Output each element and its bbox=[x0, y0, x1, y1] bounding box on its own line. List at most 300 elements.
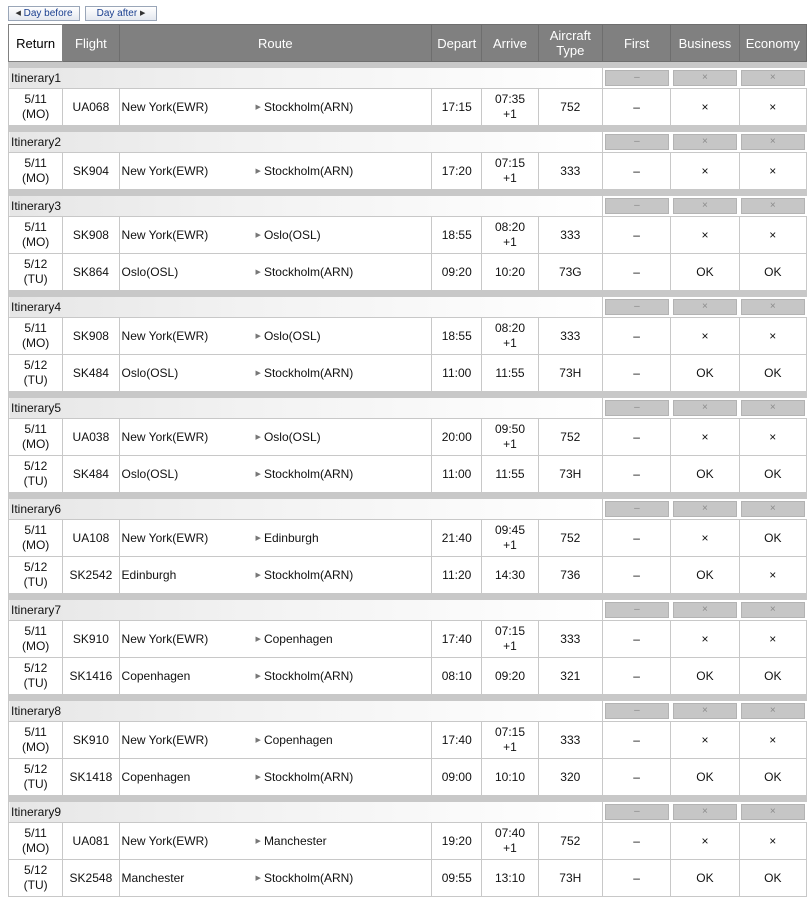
itinerary-header bbox=[9, 297, 807, 318]
select-economy-slot bbox=[739, 196, 806, 217]
select-business-slot bbox=[671, 398, 739, 419]
select-economy-slot bbox=[739, 701, 806, 722]
aircraft-type: 321 bbox=[538, 658, 602, 695]
route-to-label: Stockholm(ARN) bbox=[263, 567, 354, 582]
itinerary-header bbox=[9, 499, 807, 520]
economy-availability: × bbox=[739, 722, 806, 759]
arrive-time: 07:15 bbox=[494, 624, 526, 638]
depart-time: 09:55 bbox=[432, 860, 482, 897]
depart-time: 09:20 bbox=[432, 254, 482, 291]
select-first-slot bbox=[602, 398, 670, 419]
first-availability: – bbox=[602, 217, 670, 254]
arrive-time: 14:30 bbox=[494, 567, 526, 582]
select-first-slot bbox=[602, 196, 670, 217]
route-cell bbox=[119, 621, 432, 658]
economy-availability: OK bbox=[739, 860, 806, 897]
select-first-button[interactable]: – bbox=[605, 501, 669, 517]
aircraft-type: 752 bbox=[538, 419, 602, 456]
itinerary-label: Itinerary9 bbox=[9, 802, 603, 823]
select-business-slot bbox=[671, 132, 739, 153]
col-arrive: Arrive bbox=[482, 25, 538, 62]
first-availability: – bbox=[602, 355, 670, 392]
flight-number: SK484 bbox=[63, 355, 119, 392]
economy-availability: OK bbox=[739, 254, 806, 291]
route-to-label: Stockholm(ARN) bbox=[263, 769, 354, 784]
business-availability: × bbox=[671, 823, 739, 860]
flight-number: UA068 bbox=[63, 89, 119, 126]
select-business-button[interactable]: × bbox=[673, 134, 737, 150]
route-arrow-icon: ▶ bbox=[255, 470, 261, 478]
select-first-slot bbox=[602, 600, 670, 621]
business-availability: × bbox=[671, 318, 739, 355]
route-to-label: Stockholm(ARN) bbox=[263, 466, 354, 481]
route-arrow-icon: ▶ bbox=[255, 268, 261, 276]
col-depart: Depart bbox=[432, 25, 482, 62]
arrive-time: 07:15 bbox=[494, 725, 526, 739]
economy-availability: OK bbox=[739, 520, 806, 557]
date-cell bbox=[9, 658, 63, 695]
date: 5/11 bbox=[24, 523, 47, 537]
flight-number: SK904 bbox=[63, 153, 119, 190]
table-row bbox=[9, 621, 807, 658]
select-economy-slot bbox=[739, 499, 806, 520]
select-business-button[interactable]: × bbox=[673, 602, 737, 618]
route-to-label: Stockholm(ARN) bbox=[263, 668, 354, 683]
arrive-day-offset: +1 bbox=[503, 235, 517, 249]
economy-availability: × bbox=[739, 89, 806, 126]
table-row bbox=[9, 217, 807, 254]
first-availability: – bbox=[602, 823, 670, 860]
route-arrow-icon: ▶ bbox=[255, 571, 261, 579]
arrive-day-offset: +1 bbox=[503, 336, 517, 350]
itinerary-label: Itinerary8 bbox=[9, 701, 603, 722]
itinerary-label: Itinerary5 bbox=[9, 398, 603, 419]
route-cell bbox=[119, 658, 432, 695]
arrive-cell bbox=[482, 254, 538, 291]
date: 5/11 bbox=[24, 725, 47, 739]
table-row bbox=[9, 355, 807, 392]
depart-time: 09:00 bbox=[432, 759, 482, 796]
select-first-button[interactable]: – bbox=[605, 134, 669, 150]
aircraft-type: 752 bbox=[538, 520, 602, 557]
weekday: (MO) bbox=[21, 841, 50, 855]
route-to bbox=[256, 318, 321, 354]
arrive-time: 11:55 bbox=[495, 466, 525, 481]
route-to-label: Stockholm(ARN) bbox=[263, 870, 354, 885]
first-availability: – bbox=[602, 419, 670, 456]
date-cell bbox=[9, 557, 63, 594]
weekday: (MO) bbox=[21, 437, 50, 451]
route-from: New York(EWR) bbox=[121, 833, 209, 848]
first-availability: – bbox=[602, 658, 670, 695]
weekday: (MO) bbox=[21, 171, 50, 185]
arrive-day-offset: +1 bbox=[503, 740, 517, 754]
arrive-cell bbox=[482, 658, 538, 695]
arrive-day-offset: +1 bbox=[503, 107, 517, 121]
itinerary-header bbox=[9, 701, 807, 722]
select-first-button[interactable]: – bbox=[605, 703, 669, 719]
select-economy-button[interactable]: × bbox=[741, 299, 804, 315]
table-row bbox=[9, 89, 807, 126]
select-first-button[interactable]: – bbox=[605, 70, 669, 86]
select-economy-button[interactable]: × bbox=[741, 70, 804, 86]
date-cell bbox=[9, 89, 63, 126]
aircraft-type: 320 bbox=[538, 759, 602, 796]
aircraft-type: 752 bbox=[538, 89, 602, 126]
arrive-day-offset: +1 bbox=[503, 538, 517, 552]
arrive-time: 09:50 bbox=[494, 422, 526, 436]
arrive-cell bbox=[482, 557, 538, 594]
flight-number: SK484 bbox=[63, 456, 119, 493]
business-availability: OK bbox=[671, 557, 739, 594]
date: 5/11 bbox=[24, 826, 47, 840]
arrive-cell bbox=[482, 419, 538, 456]
business-availability: × bbox=[671, 89, 739, 126]
itinerary-header bbox=[9, 196, 807, 217]
route-from: Oslo(OSL) bbox=[121, 264, 179, 279]
select-economy-button[interactable]: × bbox=[741, 400, 804, 416]
route-to-label: Edinburgh bbox=[263, 530, 319, 545]
first-availability: – bbox=[602, 860, 670, 897]
select-business-button[interactable]: × bbox=[673, 804, 737, 820]
depart-time: 20:00 bbox=[432, 419, 482, 456]
arrive-cell bbox=[482, 89, 538, 126]
economy-availability: OK bbox=[739, 658, 806, 695]
first-availability: – bbox=[602, 318, 670, 355]
select-first-slot bbox=[602, 68, 670, 89]
route-to bbox=[256, 153, 354, 189]
first-availability: – bbox=[602, 759, 670, 796]
arrow-left-icon: ◀ bbox=[15, 10, 21, 17]
route-from: New York(EWR) bbox=[121, 429, 209, 444]
route-arrow-icon: ▶ bbox=[255, 534, 261, 542]
date: 5/12 bbox=[23, 661, 48, 675]
select-first-button[interactable]: – bbox=[605, 602, 669, 618]
route-cell bbox=[119, 722, 432, 759]
route-cell bbox=[119, 823, 432, 860]
itinerary-header bbox=[9, 398, 807, 419]
depart-time: 08:10 bbox=[432, 658, 482, 695]
route-from: New York(EWR) bbox=[121, 328, 209, 343]
route-arrow-icon: ▶ bbox=[255, 103, 261, 111]
economy-availability: × bbox=[739, 419, 806, 456]
date: 5/11 bbox=[24, 156, 47, 170]
flight-number: SK908 bbox=[63, 318, 119, 355]
select-business-slot bbox=[671, 196, 739, 217]
itinerary-list bbox=[9, 62, 807, 897]
route-to bbox=[256, 722, 333, 758]
weekday: (TU) bbox=[23, 474, 48, 488]
select-economy-button[interactable]: × bbox=[741, 804, 804, 820]
route-arrow-icon: ▶ bbox=[255, 433, 261, 441]
route-from: Oslo(OSL) bbox=[121, 365, 179, 380]
itinerary-label: Itinerary7 bbox=[9, 600, 603, 621]
route-to-label: Copenhagen bbox=[263, 732, 333, 747]
business-availability: × bbox=[671, 621, 739, 658]
select-economy-slot bbox=[739, 802, 806, 823]
tab-return[interactable]: Return bbox=[9, 25, 63, 62]
route-to-label: Stockholm(ARN) bbox=[263, 163, 354, 178]
economy-availability: × bbox=[739, 557, 806, 594]
table-row bbox=[9, 759, 807, 796]
itinerary-label: Itinerary6 bbox=[9, 499, 603, 520]
route-to bbox=[256, 419, 321, 455]
route-cell bbox=[119, 217, 432, 254]
first-availability: – bbox=[602, 254, 670, 291]
select-first-button[interactable]: – bbox=[605, 804, 669, 820]
date: 5/11 bbox=[24, 422, 47, 436]
select-economy-slot bbox=[739, 297, 806, 318]
flight-schedule-table bbox=[8, 24, 807, 897]
date: 5/12 bbox=[23, 762, 48, 776]
economy-availability: OK bbox=[739, 759, 806, 796]
route-arrow-icon: ▶ bbox=[255, 736, 261, 744]
date: 5/11 bbox=[24, 92, 47, 106]
date-cell bbox=[9, 621, 63, 658]
first-availability: – bbox=[602, 520, 670, 557]
date: 5/11 bbox=[24, 220, 47, 234]
route-from: New York(EWR) bbox=[121, 163, 209, 178]
flight-number: SK2542 bbox=[63, 557, 119, 594]
date-cell bbox=[9, 823, 63, 860]
depart-time: 18:55 bbox=[432, 318, 482, 355]
arrive-cell bbox=[482, 318, 538, 355]
arrive-cell bbox=[482, 722, 538, 759]
depart-time: 11:20 bbox=[432, 557, 482, 594]
first-availability: – bbox=[602, 89, 670, 126]
arrive-cell bbox=[482, 759, 538, 796]
header-row bbox=[9, 25, 807, 62]
business-availability: OK bbox=[671, 658, 739, 695]
date: 5/12 bbox=[23, 257, 48, 271]
date: 5/12 bbox=[23, 863, 48, 877]
depart-time: 18:55 bbox=[432, 217, 482, 254]
itinerary-label: Itinerary2 bbox=[9, 132, 603, 153]
weekday: (TU) bbox=[23, 878, 48, 892]
route-cell bbox=[119, 89, 432, 126]
itinerary-header bbox=[9, 68, 807, 89]
route-cell bbox=[119, 520, 432, 557]
arrive-time: 09:20 bbox=[494, 668, 526, 683]
weekday: (MO) bbox=[21, 740, 50, 754]
col-first: First bbox=[602, 25, 670, 62]
arrive-time: 07:40 bbox=[494, 826, 526, 840]
date-cell bbox=[9, 355, 63, 392]
business-availability: OK bbox=[671, 456, 739, 493]
route-cell bbox=[119, 153, 432, 190]
select-business-button[interactable]: × bbox=[673, 400, 737, 416]
arrive-time: 09:45 bbox=[494, 523, 526, 537]
arrive-time: 08:20 bbox=[494, 321, 526, 335]
route-to bbox=[256, 823, 327, 859]
route-cell bbox=[119, 355, 432, 392]
route-cell bbox=[119, 254, 432, 291]
route-arrow-icon: ▶ bbox=[255, 231, 261, 239]
route-from: New York(EWR) bbox=[121, 732, 209, 747]
route-arrow-icon: ▶ bbox=[255, 837, 261, 845]
route-arrow-icon: ▶ bbox=[255, 773, 261, 781]
business-availability: OK bbox=[671, 254, 739, 291]
aircraft-type: 333 bbox=[538, 153, 602, 190]
select-business-button[interactable]: × bbox=[673, 198, 737, 214]
route-to-label: Stockholm(ARN) bbox=[263, 99, 354, 114]
select-economy-button[interactable]: × bbox=[741, 198, 804, 214]
depart-time: 17:15 bbox=[432, 89, 482, 126]
itinerary-header bbox=[9, 600, 807, 621]
arrive-time: 13:10 bbox=[494, 870, 526, 885]
select-economy-slot bbox=[739, 132, 806, 153]
route-to-label: Oslo(OSL) bbox=[263, 227, 321, 242]
route-from: Manchester bbox=[121, 870, 185, 885]
economy-availability: OK bbox=[739, 355, 806, 392]
route-to bbox=[256, 254, 354, 290]
route-from: New York(EWR) bbox=[121, 530, 209, 545]
date: 5/11 bbox=[24, 321, 47, 335]
flight-number: UA081 bbox=[63, 823, 119, 860]
select-business-slot bbox=[671, 802, 739, 823]
date-cell bbox=[9, 722, 63, 759]
date: 5/11 bbox=[24, 624, 47, 638]
business-availability: OK bbox=[671, 355, 739, 392]
route-from: New York(EWR) bbox=[121, 631, 209, 646]
aircraft-type: 73H bbox=[538, 860, 602, 897]
route-arrow-icon: ▶ bbox=[255, 635, 261, 643]
arrive-time: 11:55 bbox=[495, 365, 525, 380]
select-economy-slot bbox=[739, 600, 806, 621]
select-economy-button[interactable]: × bbox=[741, 602, 804, 618]
select-business-button[interactable]: × bbox=[673, 70, 737, 86]
arrive-cell bbox=[482, 153, 538, 190]
arrive-cell bbox=[482, 520, 538, 557]
arrive-time: 07:15 bbox=[494, 156, 526, 170]
first-availability: – bbox=[602, 557, 670, 594]
business-availability: × bbox=[671, 722, 739, 759]
aircraft-type: 333 bbox=[538, 621, 602, 658]
depart-time: 17:40 bbox=[432, 621, 482, 658]
itinerary-header bbox=[9, 132, 807, 153]
select-economy-slot bbox=[739, 68, 806, 89]
weekday: (MO) bbox=[21, 336, 50, 350]
table-row bbox=[9, 520, 807, 557]
depart-time: 11:00 bbox=[432, 355, 482, 392]
select-first-slot bbox=[602, 802, 670, 823]
route-to bbox=[256, 217, 321, 253]
select-first-button[interactable]: – bbox=[605, 198, 669, 214]
col-flight: Flight bbox=[63, 25, 119, 62]
route-cell bbox=[119, 419, 432, 456]
aircraft-type: 333 bbox=[538, 722, 602, 759]
select-business-button[interactable]: × bbox=[673, 299, 737, 315]
select-economy-slot bbox=[739, 398, 806, 419]
select-first-slot bbox=[602, 701, 670, 722]
arrive-day-offset: +1 bbox=[503, 171, 517, 185]
itinerary-label: Itinerary3 bbox=[9, 196, 603, 217]
select-economy-button[interactable]: × bbox=[741, 134, 804, 150]
route-to bbox=[256, 456, 354, 492]
col-business: Business bbox=[671, 25, 739, 62]
date-cell bbox=[9, 520, 63, 557]
aircraft-type: 333 bbox=[538, 217, 602, 254]
date-cell bbox=[9, 318, 63, 355]
route-to bbox=[256, 759, 354, 795]
weekday: (MO) bbox=[21, 235, 50, 249]
select-first-button[interactable]: – bbox=[605, 299, 669, 315]
arrive-time: 10:20 bbox=[494, 264, 526, 279]
depart-time: 21:40 bbox=[432, 520, 482, 557]
route-to-label: Stockholm(ARN) bbox=[263, 365, 354, 380]
flight-number: SK864 bbox=[63, 254, 119, 291]
aircraft-type: 752 bbox=[538, 823, 602, 860]
select-economy-button[interactable]: × bbox=[741, 501, 804, 517]
economy-availability: × bbox=[739, 153, 806, 190]
table-row bbox=[9, 153, 807, 190]
route-from: Copenhagen bbox=[121, 769, 191, 784]
date-cell bbox=[9, 419, 63, 456]
weekday: (MO) bbox=[21, 107, 50, 121]
select-first-button[interactable]: – bbox=[605, 400, 669, 416]
depart-time: 19:20 bbox=[432, 823, 482, 860]
aircraft-type: 73H bbox=[538, 456, 602, 493]
route-to bbox=[256, 621, 333, 657]
business-availability: × bbox=[671, 419, 739, 456]
route-to-label: Oslo(OSL) bbox=[263, 328, 321, 343]
route-to bbox=[256, 557, 354, 593]
economy-availability: × bbox=[739, 318, 806, 355]
route-cell bbox=[119, 456, 432, 493]
route-to bbox=[256, 658, 354, 694]
date: 5/12 bbox=[23, 459, 48, 473]
economy-availability: × bbox=[739, 621, 806, 658]
business-availability: OK bbox=[671, 759, 739, 796]
aircraft-type: 736 bbox=[538, 557, 602, 594]
economy-availability: OK bbox=[739, 456, 806, 493]
arrive-day-offset: +1 bbox=[503, 841, 517, 855]
first-availability: – bbox=[602, 153, 670, 190]
business-availability: × bbox=[671, 520, 739, 557]
route-to bbox=[256, 860, 354, 896]
select-first-slot bbox=[602, 132, 670, 153]
col-economy: Economy bbox=[739, 25, 806, 62]
date-cell bbox=[9, 153, 63, 190]
route-cell bbox=[119, 860, 432, 897]
select-business-slot bbox=[671, 297, 739, 318]
route-to-label: Oslo(OSL) bbox=[263, 429, 321, 444]
day-before-button[interactable]: ◀ Day before bbox=[8, 6, 80, 21]
day-after-button[interactable]: Day after ▶ bbox=[85, 6, 157, 21]
aircraft-type: 333 bbox=[538, 318, 602, 355]
route-to-label: Manchester bbox=[263, 833, 327, 848]
select-first-slot bbox=[602, 297, 670, 318]
route-from: Oslo(OSL) bbox=[121, 466, 179, 481]
select-business-slot bbox=[671, 701, 739, 722]
business-availability: × bbox=[671, 153, 739, 190]
arrive-time: 10:10 bbox=[494, 769, 526, 784]
weekday: (TU) bbox=[23, 777, 48, 791]
first-availability: – bbox=[602, 621, 670, 658]
select-business-button[interactable]: × bbox=[673, 501, 737, 517]
flight-number: SK1418 bbox=[63, 759, 119, 796]
flight-number: SK1416 bbox=[63, 658, 119, 695]
route-to-label: Stockholm(ARN) bbox=[263, 264, 354, 279]
depart-time: 11:00 bbox=[432, 456, 482, 493]
weekday: (MO) bbox=[21, 538, 50, 552]
select-business-button[interactable]: × bbox=[673, 703, 737, 719]
select-economy-button[interactable]: × bbox=[741, 703, 804, 719]
flight-number: SK2548 bbox=[63, 860, 119, 897]
date-cell bbox=[9, 759, 63, 796]
first-availability: – bbox=[602, 722, 670, 759]
business-availability: × bbox=[671, 217, 739, 254]
